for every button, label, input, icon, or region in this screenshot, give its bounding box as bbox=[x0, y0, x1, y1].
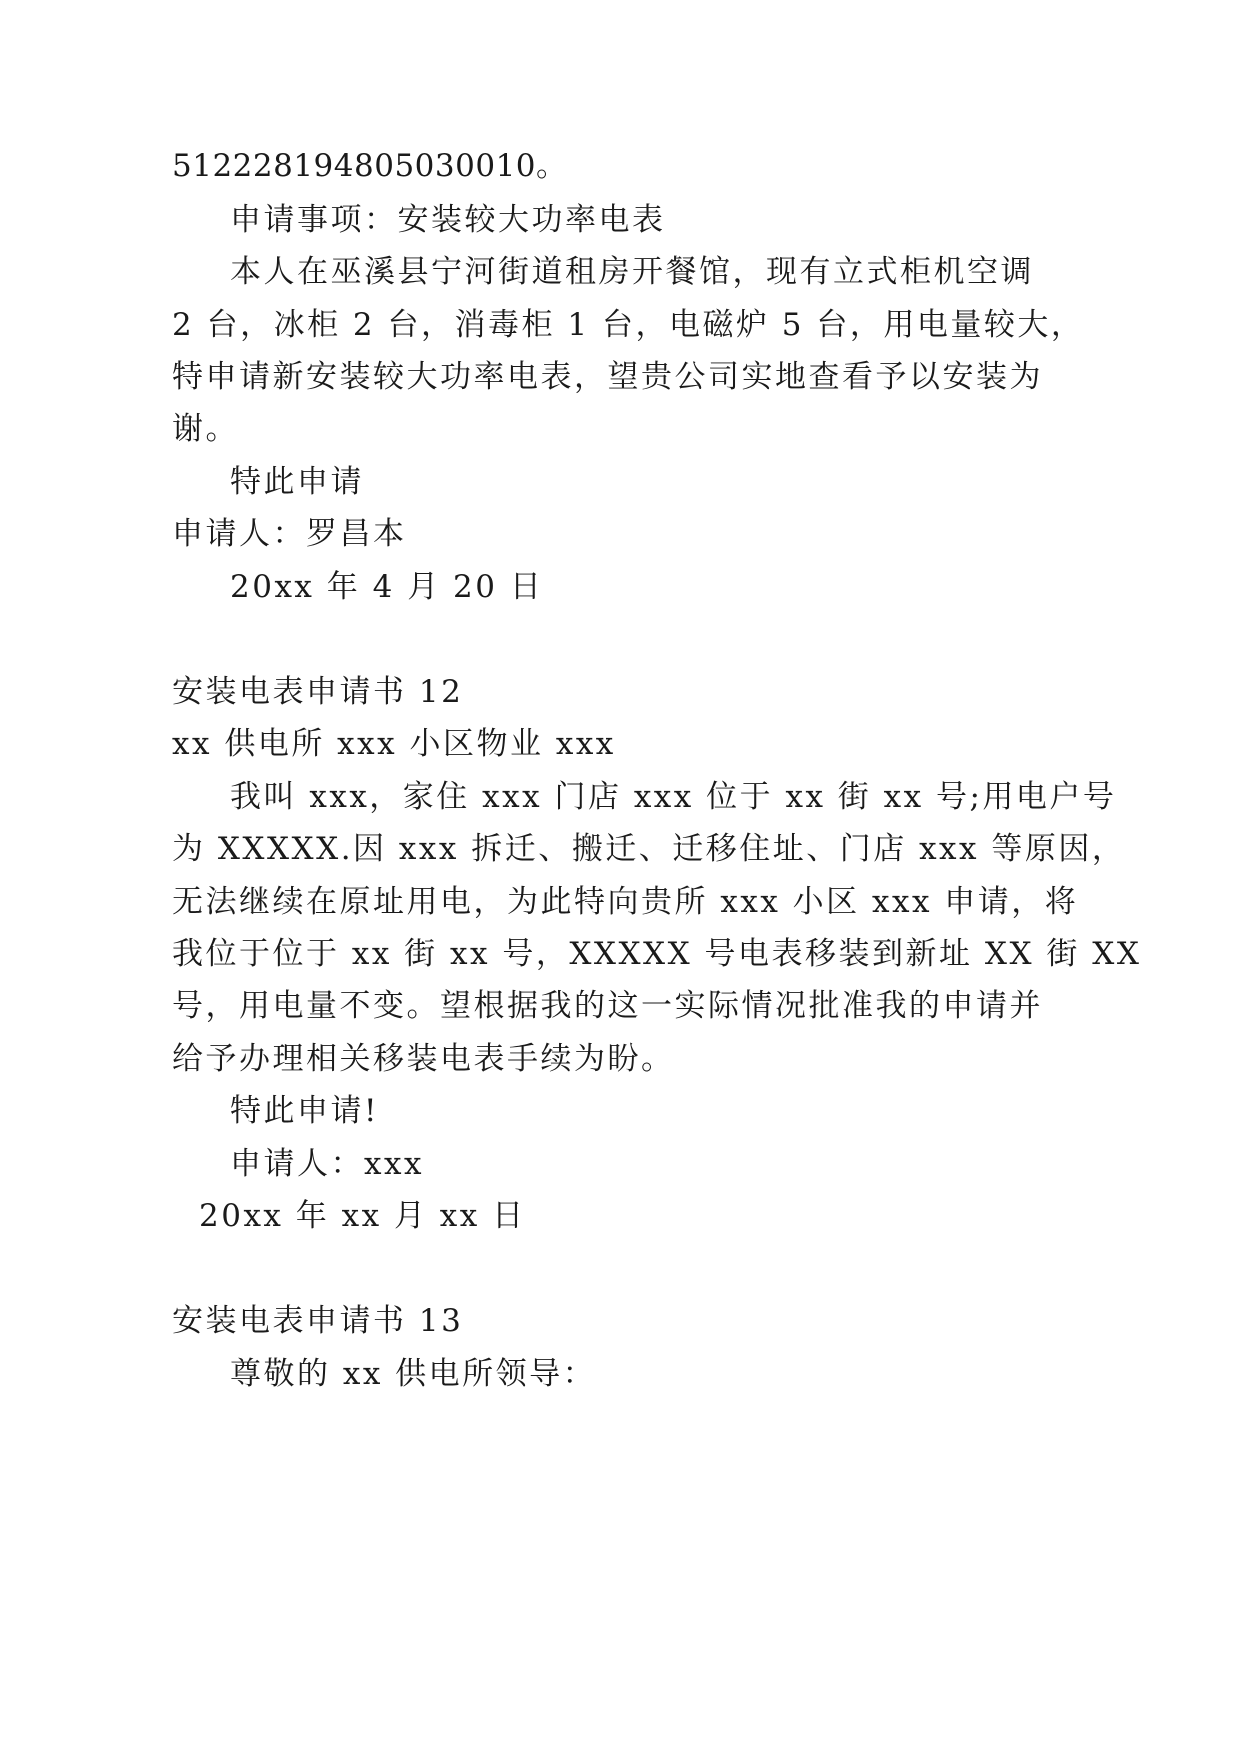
body-paragraph-line: 号，用电量不变。望根据我的这一实际情况批准我的申请并 bbox=[172, 988, 1043, 1024]
recipient-line: xx 供电所 xxx 小区物业 xxx bbox=[172, 726, 616, 762]
request-subject-line: 申请事项：安装较大功率电表 bbox=[230, 202, 666, 238]
body-paragraph-line: 特申请新安装较大功率电表，望贵公司实地查看予以安装为 bbox=[172, 359, 1043, 395]
body-paragraph-line: 无法继续在原址用电，为此特向贵所 xxx 小区 xxx 申请，将 bbox=[172, 884, 1079, 920]
signature-date: 20xx 年 4 月 20 日 bbox=[230, 569, 544, 605]
body-paragraph-line: 我位于位于 xx 街 xx 号，XXXXX 号电表移装到新址 XX 街 XX bbox=[172, 936, 1142, 972]
body-paragraph-line: 为 XXXXX.因 xxx 拆迁、搬迁、迁移住址、门店 xxx 等原因， bbox=[172, 831, 1126, 867]
section-title-12: 安装电表申请书 12 bbox=[172, 674, 464, 710]
id-number-line: 512228194805030010。 bbox=[172, 148, 568, 184]
body-paragraph-line: 本人在巫溪县宁河街道租房开餐馆，现有立式柜机空调 bbox=[230, 254, 1034, 290]
section-title-13: 安装电表申请书 13 bbox=[172, 1303, 464, 1339]
applicant-signature: 申请人：罗昌本 bbox=[172, 516, 407, 552]
closing-phrase: 特此申请 bbox=[230, 464, 364, 500]
signature-date: 20xx 年 xx 月 xx 日 bbox=[199, 1198, 526, 1234]
body-paragraph-line: 2 台，冰柜 2 台，消毒柜 1 台，电磁炉 5 台，用电量较大， bbox=[172, 307, 1085, 343]
closing-phrase: 特此申请! bbox=[230, 1093, 379, 1129]
salutation-line: 尊敬的 xx 供电所领导： bbox=[230, 1356, 597, 1392]
applicant-signature: 申请人：xxx bbox=[230, 1146, 424, 1182]
body-paragraph-line: 给予办理相关移装电表手续为盼。 bbox=[172, 1041, 675, 1077]
body-paragraph-line: 我叫 xxx，家住 xxx 门店 xxx 位于 xx 街 xx 号;用电户号 bbox=[230, 779, 1117, 815]
body-paragraph-line: 谢。 bbox=[172, 411, 239, 447]
